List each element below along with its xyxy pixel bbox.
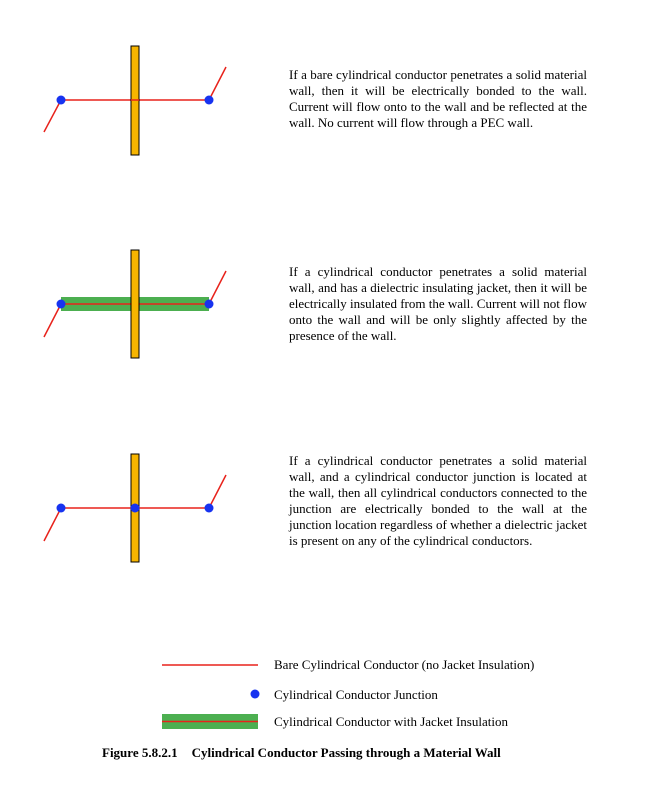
junction-dot-left bbox=[57, 300, 66, 309]
legend-bare-line-icon bbox=[162, 655, 262, 675]
legend-bare-label: Bare Cylindrical Conductor (no Jacket Insulation) bbox=[274, 657, 535, 672]
legend-jacket-bar-icon bbox=[162, 712, 262, 732]
diagram-jacketed-conductor bbox=[0, 244, 250, 374]
junction-dot-right bbox=[205, 504, 214, 513]
diagram-junction-at-wall-svg bbox=[0, 448, 250, 578]
junction-dot-right bbox=[205, 96, 214, 105]
legend-junction-dot-icon bbox=[162, 685, 262, 705]
junction-dot-wall bbox=[131, 504, 140, 513]
conductor-left-lead bbox=[44, 100, 61, 132]
junction-dot-left bbox=[57, 96, 66, 105]
junction-dot-left bbox=[57, 504, 66, 513]
legend-junction-label: Cylindrical Conductor Junction bbox=[274, 687, 438, 702]
material-wall bbox=[131, 250, 139, 358]
description-junction-at-wall: If a cylindrical conductor penetrates a solid material wall, and a cylindrical conductor junction is located at the wall, then all cylindrical conductors connected to the junction are electrically bonded to the wall at the junction location regardless of whether a dielectric jacket is present on any of the cylindrical conductors. bbox=[289, 453, 587, 548]
diagram-junction-at-wall bbox=[0, 448, 250, 578]
diagram-jacketed-conductor-svg bbox=[0, 244, 250, 374]
conductor-right-lead bbox=[209, 271, 226, 304]
figure-title: Cylindrical Conductor Passing through a Material Wall bbox=[191, 745, 501, 760]
figure-number: Figure 5.8.2.1 bbox=[102, 745, 178, 760]
conductor-right-lead bbox=[209, 67, 226, 100]
figure-caption bbox=[102, 745, 501, 761]
legend-jacket-label: Cylindrical Conductor with Jacket Insulation bbox=[274, 714, 508, 729]
conductor-left-lead bbox=[44, 304, 61, 337]
diagram-bare-conductor-svg bbox=[0, 40, 250, 170]
conductor-left-lead bbox=[44, 508, 61, 541]
junction-dot-right bbox=[205, 300, 214, 309]
description-bare-conductor: If a bare cylindrical conductor penetrates a solid material wall, then it will be electrically bonded to the wall. Current will flow onto to the wall and be reflected at the wall. No current will flow through a PEC wall. bbox=[289, 67, 587, 130]
diagram-bare-conductor bbox=[0, 40, 250, 170]
description-jacketed-conductor: If a cylindrical conductor penetrates a solid material wall, and has a dielectric insulating jacket, then it will be electrically insulated from the wall. Current will not flow onto the wall and will be only slightly affected by the presence of the wall. bbox=[289, 264, 587, 343]
conductor-right-lead bbox=[209, 475, 226, 508]
